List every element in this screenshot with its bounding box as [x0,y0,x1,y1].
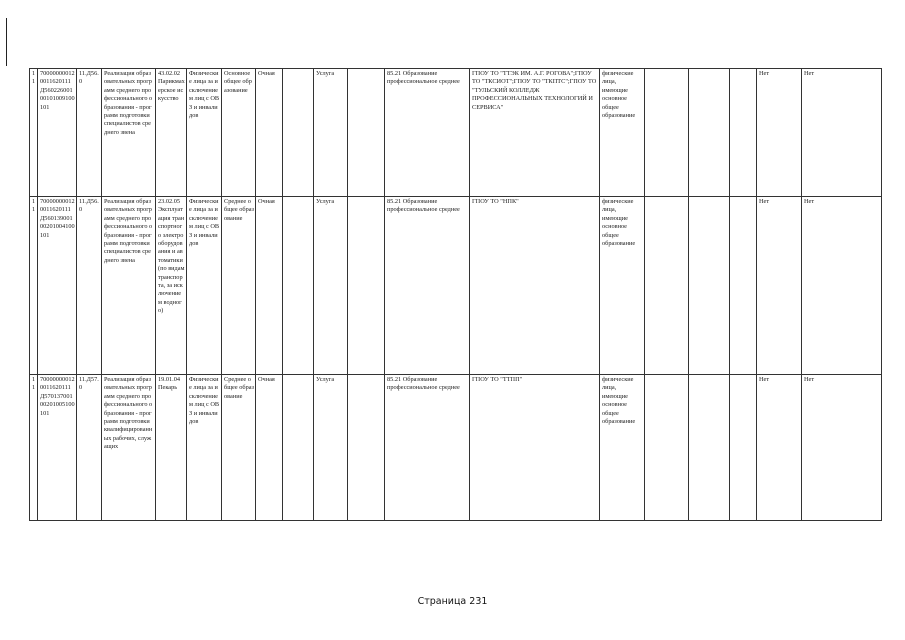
empty-cell [689,69,730,197]
study-form: Очная [256,197,283,375]
empty-cell [283,69,314,197]
empty-cell [730,69,757,197]
consumers: физические лица, имеющие основное общее образование [600,375,645,521]
row-number: 11 [30,197,38,375]
empty-cell [283,375,314,521]
okved-code: 85.21 Образование профессиональное среднее [385,375,470,521]
base-education: Среднее общее образование [222,197,256,375]
consumer-category: Физические лица за исключением лиц с ОВЗ и инвалидов [187,375,222,521]
specialty: 23.02.05 Эксплуатация транспортного электрооборудования и автоматики (по видам транспорта, за исключением водного) [156,197,187,375]
page-margin-line [6,18,7,66]
service-code: 11.Д56.0 [77,69,102,197]
specialty: 43.02.02 Парикмахерское искусство [156,69,187,197]
consumers: физические лица, имеющие основное общее образование [600,69,645,197]
institutions: ГПОУ ТО "НПК" [470,197,600,375]
empty-cell [689,375,730,521]
registry-code: 700000000120011620111Д56022600100101009100101 [38,69,77,197]
study-form: Очная [256,69,283,197]
study-form: Очная [256,375,283,521]
consumers: физические лица, имеющие основное общее образование [600,197,645,375]
base-education: Основное общее образование [222,69,256,197]
flag-cell: Нет [802,69,882,197]
empty-cell [283,197,314,375]
empty-cell [645,69,689,197]
okved-code: 85.21 Образование профессиональное среднее [385,69,470,197]
consumer-category: Физические лица за исключением лиц с ОВЗ и инвалидов [187,69,222,197]
empty-cell [645,375,689,521]
registry-code: 700000000120011620111Д56013900100201004100101 [38,197,77,375]
service-code: 11.Д56.0 [77,197,102,375]
base-education: Среднее общее образование [222,375,256,521]
flag-cell: Нет [802,375,882,521]
registry-code: 700000000120011620111Д57013700100201005100101 [38,375,77,521]
empty-cell [689,197,730,375]
row-number: 11 [30,69,38,197]
empty-cell [348,375,385,521]
specialty: 19.01.04 Пекарь [156,375,187,521]
flag-cell: Нет [757,69,802,197]
empty-cell [348,197,385,375]
services-register-table [29,68,882,521]
service-name: Реализация образовательных программ среднего профессионального образования - программ подготовки квалифицированных рабочих, служащих [102,375,156,521]
service-code: 11.Д57.0 [77,375,102,521]
empty-cell [730,375,757,521]
consumer-category: Физические лица за исключением лиц с ОВЗ и инвалидов [187,197,222,375]
service-type: Услуга [314,69,348,197]
flag-cell: Нет [802,197,882,375]
empty-cell [730,197,757,375]
institutions: ГПОУ ТО "ТТПП" [470,375,600,521]
table-row [30,375,882,521]
flag-cell: Нет [757,375,802,521]
service-type: Услуга [314,197,348,375]
page-number: Страница 231 [417,596,488,607]
row-number: 11 [30,375,38,521]
flag-cell: Нет [757,197,802,375]
table-row [30,197,882,375]
service-name: Реализация образовательных программ среднего профессионального образования - программ подготовки специалистов среднего звена [102,69,156,197]
table-row [30,69,882,197]
okved-code: 85.21 Образование профессиональное среднее [385,197,470,375]
empty-cell [645,197,689,375]
service-type: Услуга [314,375,348,521]
empty-cell [348,69,385,197]
institutions: ГПОУ ТО "ТТЭК ИМ. А.Г. РОГОВА";ГПОУ ТО "ТКСИОТ";ГПОУ ТО "ТКПТС";ГПОУ ТО "ТУЛЬСКИЙ КОЛЛЕДЖ ПРОФЕССИОНАЛЬНЫХ ТЕХНОЛОГИЙ И СЕРВИСА" [470,69,600,197]
service-name: Реализация образовательных программ среднего профессионального образования - программ подготовки специалистов среднего звена [102,197,156,375]
